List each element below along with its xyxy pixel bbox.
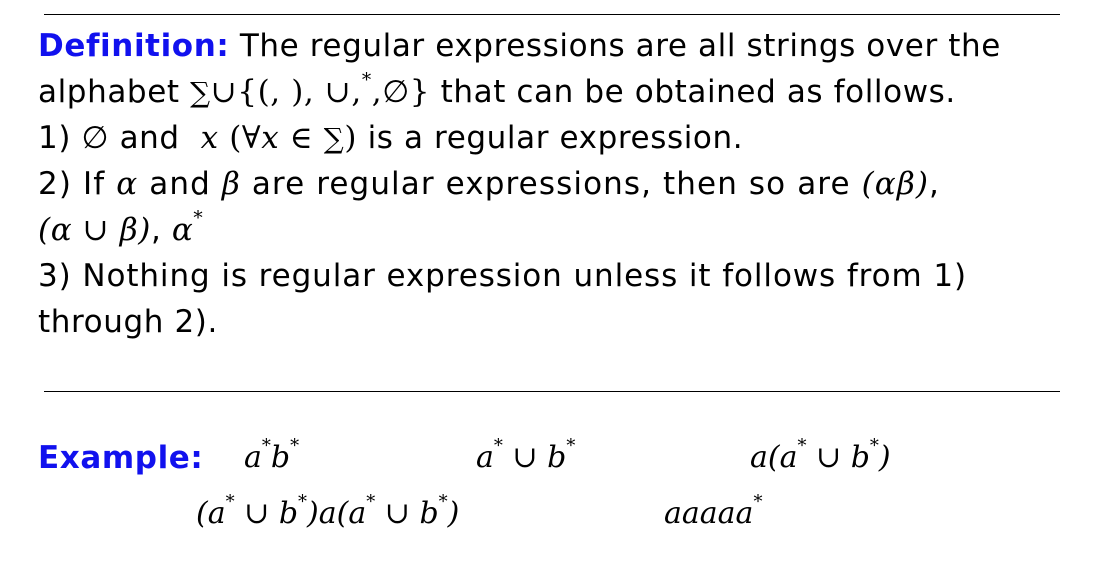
ex2-b: b — [547, 440, 567, 475]
ex2-union: ∪ — [502, 440, 548, 475]
example-heading — [38, 436, 203, 480]
example-2 — [476, 436, 575, 480]
rule-1-paren-close: ) — [344, 120, 358, 156]
definition-line-2 — [38, 70, 956, 115]
ex5-star: * — [753, 491, 763, 513]
rule-1 — [38, 116, 743, 161]
ex5-base: aaaaa — [664, 496, 754, 531]
expr-concat: (αβ) — [861, 166, 930, 202]
rule-1-paren-open: ( — [229, 120, 242, 156]
rule-1-x: x — [200, 120, 219, 156]
definition-text-1: The regular expressions are all strings over the — [239, 28, 1001, 64]
rule-2-and: and — [149, 166, 211, 202]
forall-symbol: ∀ — [241, 120, 262, 156]
rule-2-comma-1: , — [929, 166, 941, 202]
ex4-union-2: ∪ — [375, 496, 420, 531]
alpha-symbol: α — [116, 166, 139, 202]
ex1-b: b — [270, 440, 291, 475]
beta-symbol: β — [221, 166, 241, 202]
alphabet-word: alphabet — [38, 74, 180, 110]
ex4-star-4: * — [438, 491, 448, 513]
example-label: Example: — [38, 440, 204, 476]
ex3-union: ∪ — [806, 440, 851, 475]
top-rule — [44, 14, 1060, 15]
ex4-mid: )a(a — [307, 496, 367, 531]
ex3-star-2: * — [869, 435, 879, 457]
ex4-b2: b — [419, 496, 439, 531]
rule-1-text: is a regular expression. — [367, 120, 744, 156]
rule-3-text-2: through 2). — [38, 304, 218, 340]
example-3 — [750, 436, 891, 480]
rule-2-text: are regular expressions, then so are — [251, 166, 851, 202]
definition-heading: Definition: — [38, 28, 230, 64]
alphabet-set: ∪{(, ), ∪, — [210, 74, 362, 110]
rule-2-continued — [38, 208, 203, 252]
alphabet-set-end: ,∅} — [371, 74, 431, 110]
rule-1-number: 1) — [38, 120, 72, 156]
definition-text-2: that can be obtained as follows. — [440, 74, 956, 110]
rule-2-comma-2: , — [150, 212, 162, 248]
expr-union: (α ∪ β) — [38, 212, 151, 248]
expr-star: * — [193, 208, 204, 230]
sigma-symbol: ∑ — [190, 76, 211, 109]
empty-set-symbol: ∅ — [81, 120, 110, 156]
expr-star-base: α — [171, 212, 194, 248]
rule-3-text: 3) Nothing is regular expression unless it follows from 1) — [38, 258, 967, 294]
ex4-star-2: * — [298, 491, 308, 513]
rule-3-continued — [38, 300, 218, 344]
ex4-b1: b — [278, 496, 299, 531]
ex4-p1: (a — [196, 496, 226, 531]
rule-1-x2: x — [261, 120, 280, 156]
ex2-a: a — [476, 440, 494, 475]
example-5 — [664, 492, 762, 536]
rule-2-if: 2) If — [38, 166, 106, 202]
element-of-symbol: ∈ — [289, 120, 314, 156]
bottom-rule — [44, 391, 1060, 392]
ex3-b: b — [850, 440, 870, 475]
ex4-post: ) — [447, 496, 460, 531]
ex3-star-1: * — [797, 435, 807, 457]
ex3-pre: a(a — [750, 440, 798, 475]
ex1-star-2: * — [290, 435, 300, 457]
rule-1-and: and — [119, 120, 180, 156]
ex2-star-1: * — [493, 435, 503, 457]
example-1 — [244, 436, 299, 480]
ex1-a: a — [244, 440, 262, 475]
example-4 — [196, 492, 459, 536]
ex3-post: ) — [878, 440, 891, 475]
rule-1-sigma: ∑ — [323, 122, 345, 155]
ex1-star-1: * — [261, 435, 271, 457]
alphabet-star: * — [361, 70, 372, 92]
ex4-star-3: * — [366, 491, 376, 513]
ex2-star-2: * — [566, 435, 576, 457]
rule-3 — [38, 254, 967, 298]
ex4-star-1: * — [225, 491, 235, 513]
rule-2 — [38, 162, 940, 206]
definition-line-1 — [38, 24, 1001, 68]
ex4-union-1: ∪ — [234, 496, 279, 531]
